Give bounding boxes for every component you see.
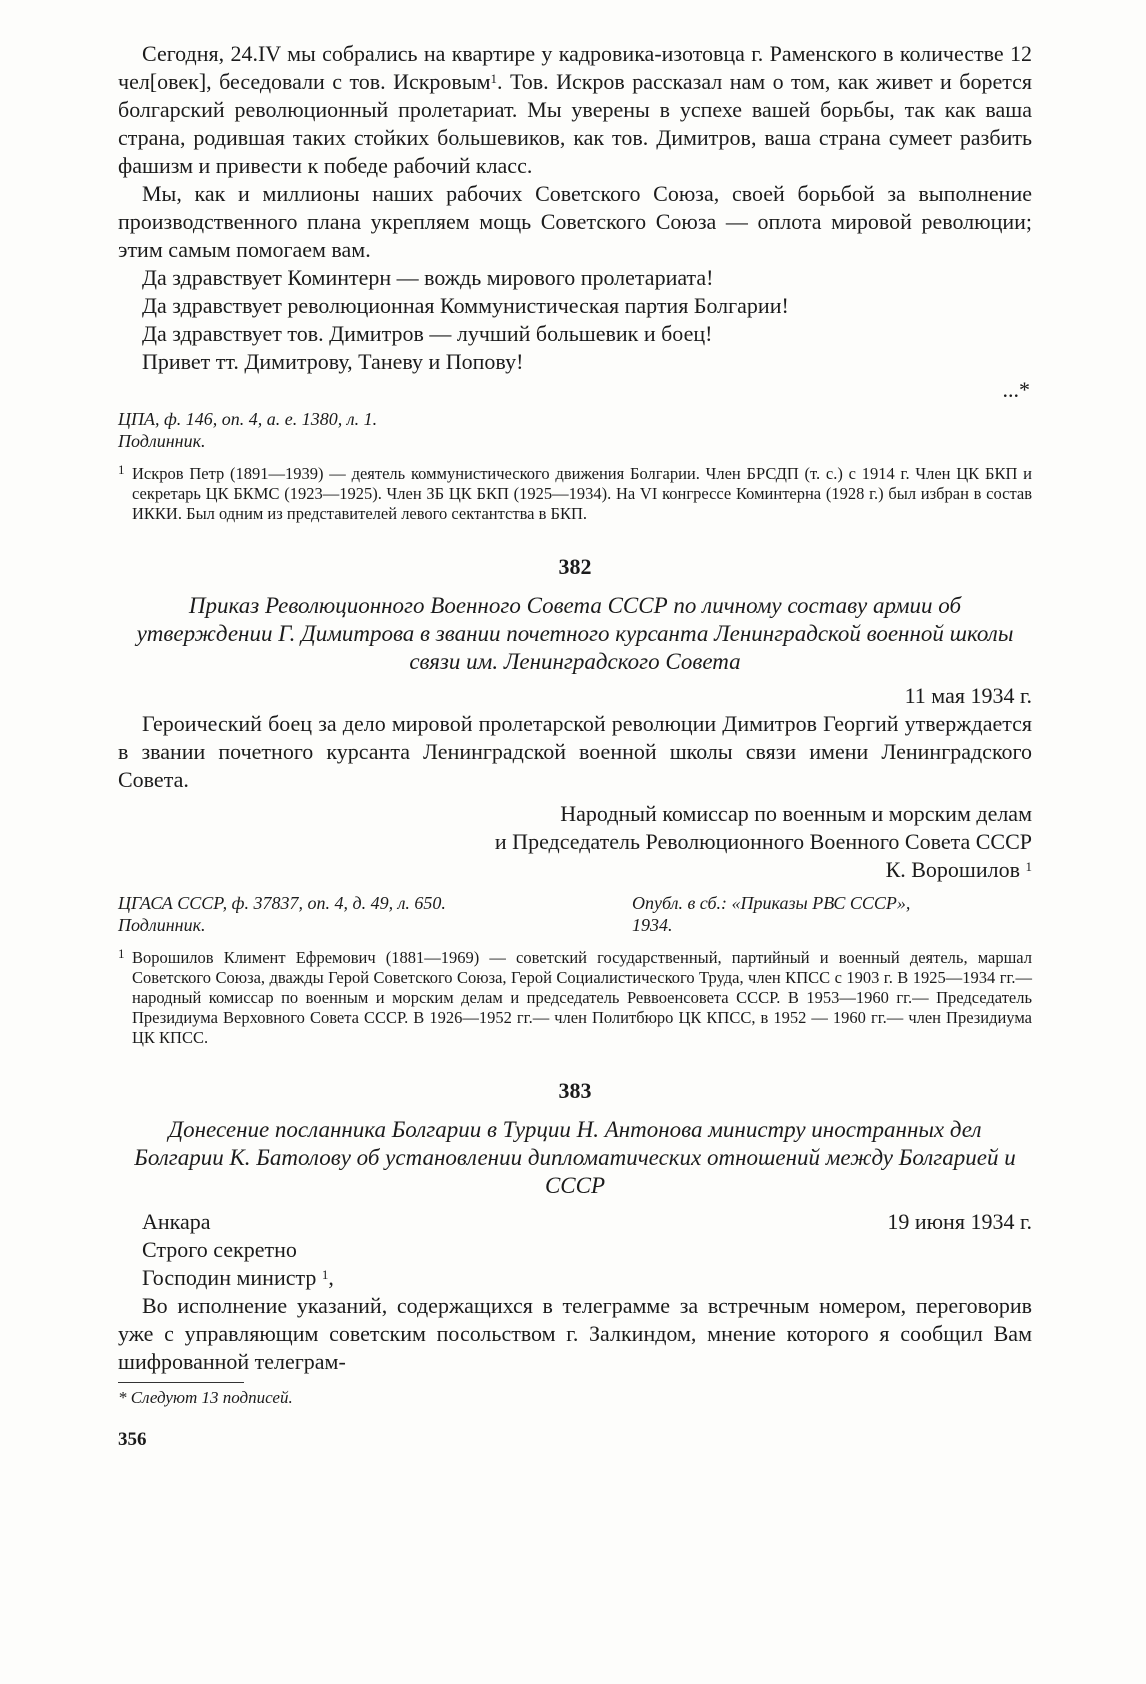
footnote: 1 Искров Петр (1891—1939) — деятель коммунистического движения Болгарии. Член БРСДП (т. с.) с 1914 г. Член ЦК БКП и секретарь ЦК БКМС (1923—1925). Член ЗБ ЦК БКП (1925—1934). На VI конгрессе Коминтерна (1928 г.) был избран в состав ИККИ. Был одним из представителей левого сектантства в БКП. — [118, 462, 1032, 523]
body-paragraph: Сегодня, 24.IV мы собрались на квартире у кадровика-изотовца г. Раменского в количестве 12 чел[овек], беседовали с тов. Искровым$^1$. Тов. Искров рассказал нам о том, как живет и борется болгарский революционный пролетариат. Мы уверены в успехе вашей борьбы, так как ваша страна, родившая таких стойких большевиков, как тов. Димитров, ваша страна сумеет разбить фашизм и привести к победе рабочий класс. — [118, 41, 1032, 178]
document-page — [118, 40, 1032, 1451]
document-date: 19 июня 1934 г. — [887, 1209, 1032, 1234]
footnote-reference: 1 — [490, 71, 498, 86]
publication-source: Опубл. в сб.: «Приказы РВС СССР», 1934. — [632, 893, 911, 935]
footnote: 1 Ворошилов Климент Ефремович (1881—1969) — советский государственный, партийный и военный деятель, маршал Советского Союза, дважды Герой Советского Союза, Герой Социалистического Труда, член КПСС с 1903 г. В 1925—1934 гг.— народный комиссар по военным и морским делам и председатель Реввоенсовета СССР. В 1953—1960 гг.— Председатель Президиума Верховного Совета СССР. В 1926—1952 гг.— член Политбюро ЦК КПСС, в 1952 — 1960 гг.— член Президиума ЦК КПСС. — [118, 946, 1032, 1047]
page-footnote: * Следуют 13 подписей. — [118, 1388, 293, 1407]
place-date-row — [118, 1208, 1032, 1236]
signature-block: Народный комиссар по военным и морским делам и Председатель Революционного Военного Совета СССР К. Ворошилов $^1$ — [494, 801, 1032, 882]
document-place: Анкара — [142, 1209, 211, 1234]
document-381-continuation — [118, 40, 1032, 524]
signatures-marker: ...* — [1002, 377, 1030, 402]
signer-name: К. Ворошилов — [885, 857, 1020, 882]
archive-source-left: ЦГАСА СССР, ф. 37837, оп. 4, д. 49, л. 650. Подлинник. — [118, 893, 446, 935]
classification-label: Строго секретно — [142, 1237, 297, 1262]
body-paragraph: Героический боец за дело мировой пролетарской революции Димитров Георгий утверждается в звании почетного курсанта Ленинградской военной школы связи имени Ленинградского Совета. — [118, 711, 1032, 792]
document-number: 382 — [558, 554, 592, 579]
slogan-line: Да здравствует революционная Коммунистическая партия Болгарии! — [142, 293, 789, 318]
slogan-line: Да здравствует тов. Димитров — лучший большевик и боец! — [142, 321, 713, 346]
slogan-line: Привет тт. Димитрову, Таневу и Попову! — [142, 349, 524, 374]
footnote-reference: 1 — [321, 1267, 329, 1282]
archive-source — [118, 892, 1032, 936]
document-date: 11 мая 1934 г. — [904, 683, 1032, 708]
document-382 — [118, 554, 1032, 1048]
page-number: 356 — [118, 1429, 147, 1450]
salutation: Господин министр $^1$, — [142, 1265, 334, 1290]
footnote-reference: 1 — [1025, 859, 1032, 874]
footnote-mark: 1 — [118, 946, 125, 961]
footnote-mark: 1 — [118, 462, 125, 477]
document-title: Приказ Революционного Военного Совета СССР по личному составу армии об утверждении Г. Димитрова в звании почетного курсанта Ленинградской военной школы связи им. Ленинградского Совета — [136, 593, 1014, 674]
body-paragraph: Мы, как и миллионы наших рабочих Советского Союза, своей борьбой за выполнение производственного плана укрепляем мощь Советского Союза — оплота мировой революции; этим самым помогаем вам. — [118, 181, 1032, 262]
footnote-divider — [118, 1382, 244, 1383]
archive-source: ЦПА, ф. 146, оп. 4, а. е. 1380, л. 1. Подлинник. — [118, 409, 378, 451]
slogan-line: Да здравствует Коминтерн — вождь мирового пролетариата! — [142, 265, 714, 290]
body-paragraph: Во исполнение указаний, содержащихся в телеграмме за встречным номером, переговорив уже с управляющим советским посольством г. Залкиндом, мнение которого я сообщил Вам шифрованной телеграм- — [118, 1293, 1032, 1374]
document-title: Донесение посланника Болгарии в Турции Н. Антонова министру иностранных дел Болгарии К. Батолову об установлении дипломатических отношений между Болгарией и СССР — [134, 1117, 1016, 1198]
document-number: 383 — [558, 1078, 592, 1103]
document-383 — [118, 1078, 1032, 1376]
